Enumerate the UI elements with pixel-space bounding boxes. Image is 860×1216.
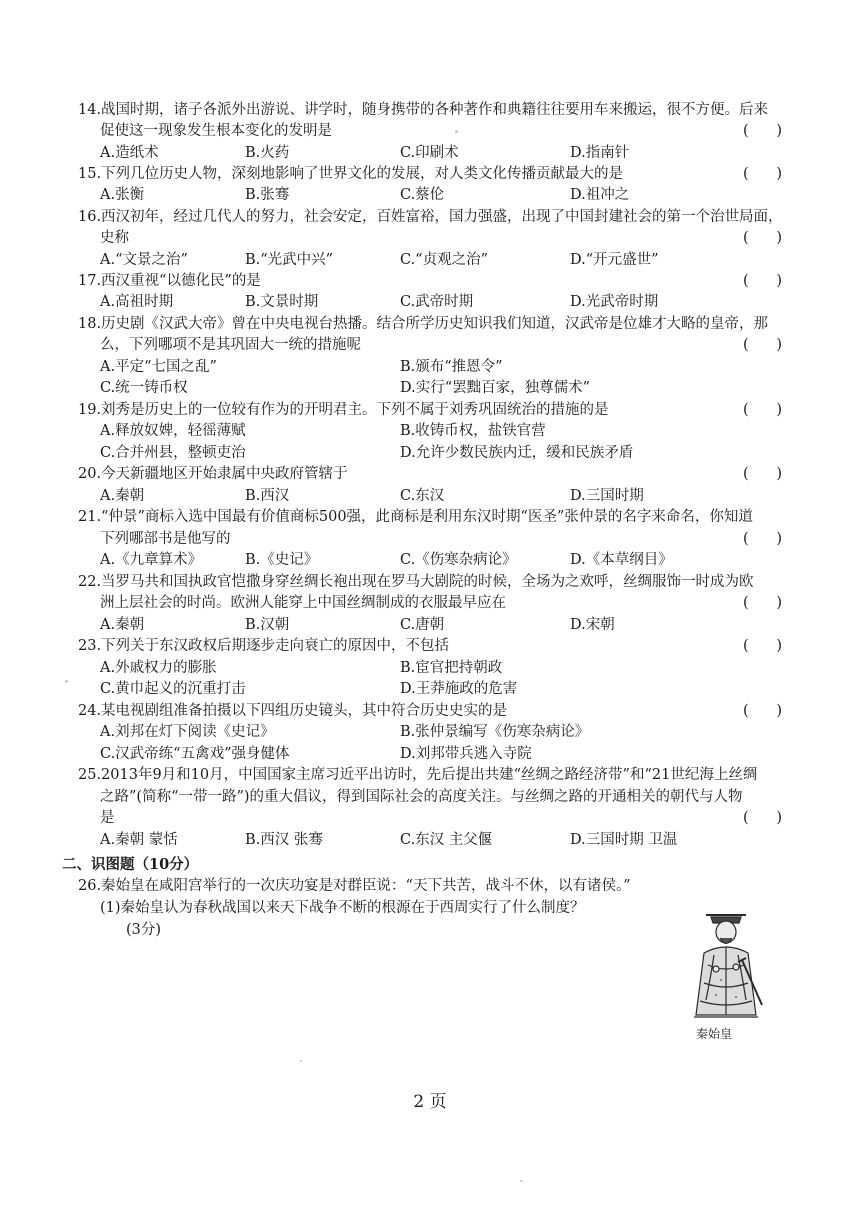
- option-a: A.释放奴婢，轻徭薄赋: [100, 423, 246, 439]
- option-b: B.《史记》: [245, 552, 319, 568]
- option-c: C.东汉: [400, 488, 445, 504]
- option-c: C.武帝时期: [400, 294, 474, 310]
- option-c: C.合并州县，整顿吏治: [100, 445, 246, 461]
- question-text: 史称: [100, 230, 129, 246]
- question-text: 18.历史剧《汉武大帝》曾在中央电视台热播。结合所学历史知识我们知道，汉武帝是位雄才大略的皇帝，那: [78, 316, 769, 332]
- option-c: C.蔡伦: [400, 187, 445, 203]
- answer-parens: ( ): [743, 531, 782, 547]
- question-text: 洲上层社会的时尚。欧洲人能穿上中国丝绸制成的衣服最早应在: [100, 595, 506, 611]
- option-b: B.张仲景编写《伤寒杂病论》: [400, 724, 590, 740]
- scan-speck: [520, 1180, 523, 1182]
- option-d: D.三国时期: [570, 488, 644, 504]
- option-d: D.祖冲之: [570, 187, 630, 203]
- option-d: D.王莽施政的危害: [400, 681, 518, 697]
- answer-parens: ( ): [743, 638, 782, 654]
- option-b: B.收铸币权，盐铁官营: [400, 423, 546, 439]
- answer-parens: ( ): [743, 166, 782, 182]
- question-text: 促使这一现象发生根本变化的发明是: [100, 123, 332, 139]
- question-26-text: 26.秦始皇在咸阳宫举行的一次庆功宴是对群臣说：“天下共苦，战斗不休，以有诸侯。”: [78, 878, 631, 894]
- question-text: 17.西汉重视“以德化民”的是: [78, 273, 261, 289]
- option-a: A.秦朝: [100, 488, 145, 504]
- scan-speck: [455, 130, 458, 133]
- answer-parens: ( ): [743, 703, 782, 719]
- option-d: D.《本草纲目》: [570, 552, 673, 568]
- option-a: A.张衡: [100, 187, 145, 203]
- option-a: A.外戚权力的膨胀: [100, 660, 217, 676]
- scan-speck: [65, 680, 68, 683]
- answer-parens: ( ): [743, 402, 782, 418]
- option-b: B.文景时期: [245, 294, 319, 310]
- option-d: D.实行“罢黜百家，独尊儒术”: [400, 380, 591, 396]
- section-heading: 二、识图题（10分）: [62, 856, 199, 873]
- option-a: A.《九章算术》: [100, 552, 203, 568]
- option-d: D.“开元盛世”: [570, 252, 659, 268]
- option-a: A.“文景之治”: [100, 252, 188, 268]
- question-26-score: (3分): [126, 922, 162, 938]
- qin-shihuang-illustration: [676, 905, 776, 1025]
- option-b: B.“光武中兴”: [245, 252, 334, 268]
- answer-parens: ( ): [743, 595, 782, 611]
- question-text: 之路”(简称“一带一路”)的重大倡议，得到国际社会的高度关注。与丝绸之路的开通相关的朝代与人物: [100, 789, 743, 805]
- question-text: 14.战国时期，诸子各派外出游说、讲学时，随身携带的各种著作和典籍往往要用车来搬运，很不方便。后来: [78, 102, 769, 118]
- option-a: A.秦朝 蒙恬: [100, 832, 178, 848]
- option-b: B.西汉 张骞: [245, 832, 323, 848]
- page-number: 2 页: [413, 1092, 447, 1112]
- option-d: D.光武帝时期: [570, 294, 659, 310]
- question-text: 下列哪部书是他写的: [100, 531, 231, 547]
- scan-speck: [300, 1060, 302, 1062]
- question-text: 24.某电视剧组准备拍摄以下四组历史镜头，其中符合历史史实的是: [78, 703, 508, 719]
- option-d: D.宋朝: [570, 617, 615, 633]
- answer-parens: ( ): [743, 273, 782, 289]
- option-b: B.西汉: [245, 488, 290, 504]
- option-c: C.东汉 主父偃: [400, 832, 493, 848]
- question-text: 19.刘秀是历史上的一位较有作为的开明君主。下列不属于刘秀巩固统治的措施的是: [78, 402, 609, 418]
- option-a: A.高祖时期: [100, 294, 174, 310]
- answer-parens: ( ): [743, 123, 782, 139]
- question-text: 25.2013年9月和10月，中国国家主席习近平出访时，先后提出共建“丝绸之路经济带”和“21世纪海上丝绸: [78, 767, 758, 783]
- option-c: C.黄巾起义的沉重打击: [100, 681, 246, 697]
- question-text: 22.当罗马共和国执政官恺撒身穿丝绸长袍出现在罗马大剧院的时候，全场为之欢呼，丝绸服饰一时成为欧: [78, 574, 754, 590]
- option-d: D.刘邦带兵逃入寺院: [400, 746, 532, 762]
- option-c: C.唐朝: [400, 617, 445, 633]
- option-b: B.颁布“推恩令”: [400, 359, 503, 375]
- question-text: 16.西汉初年，经过几代人的努力，社会安定，百姓富裕，国力强盛，出现了中国封建社会的第一个治世局面，: [78, 209, 783, 225]
- question-text: 是: [100, 810, 115, 826]
- question-text: 15.下列几位历史人物，深刻地影响了世界文化的发展，对人类文化传播贡献最大的是: [78, 166, 624, 182]
- answer-parens: ( ): [743, 466, 782, 482]
- option-b: B.汉朝: [245, 617, 290, 633]
- option-c: C.印刷术: [400, 145, 459, 161]
- option-d: D.三国时期 卫温: [570, 832, 678, 848]
- option-a: A.平定“七国之乱”: [100, 359, 217, 375]
- answer-parens: ( ): [743, 230, 782, 246]
- option-a: A.造纸术: [100, 145, 159, 161]
- answer-parens: ( ): [743, 810, 782, 826]
- option-a: A.秦朝: [100, 617, 145, 633]
- option-c: C.汉武帝练“五禽戏”强身健体: [100, 746, 290, 762]
- option-b: B.宦官把持朝政: [400, 660, 503, 676]
- option-d: D.指南针: [570, 145, 630, 161]
- figure-caption: 秦始皇: [696, 1027, 733, 1041]
- question-26-sub1: (1)秦始皇认为春秋战国以来天下战争不断的根源在于西周实行了什么制度？: [100, 900, 585, 916]
- option-c: C.《伤寒杂病论》: [400, 552, 517, 568]
- question-text: 么，下列哪项不是其巩固大一统的措施呢: [100, 337, 361, 353]
- option-b: B.火药: [245, 145, 290, 161]
- option-c: C.“贞观之治”: [400, 252, 489, 268]
- option-b: B.张骞: [245, 187, 290, 203]
- question-text: 23.下列关于东汉政权后期逐步走向衰亡的原因中，不包括: [78, 638, 450, 654]
- question-text: 21.“仲景”商标入选中国最有价值商标500强，此商标是利用东汉时期“医圣”张仲景的名字来命名，你知道: [78, 509, 753, 525]
- option-a: A.刘邦在灯下阅读《史记》: [100, 724, 275, 740]
- option-c: C.统一铸币权: [100, 380, 188, 396]
- option-d: D.允许少数民族内迁，缓和民族矛盾: [400, 445, 634, 461]
- answer-parens: ( ): [743, 337, 782, 353]
- question-text: 20.今天新疆地区开始隶属中央政府管辖于: [78, 466, 348, 482]
